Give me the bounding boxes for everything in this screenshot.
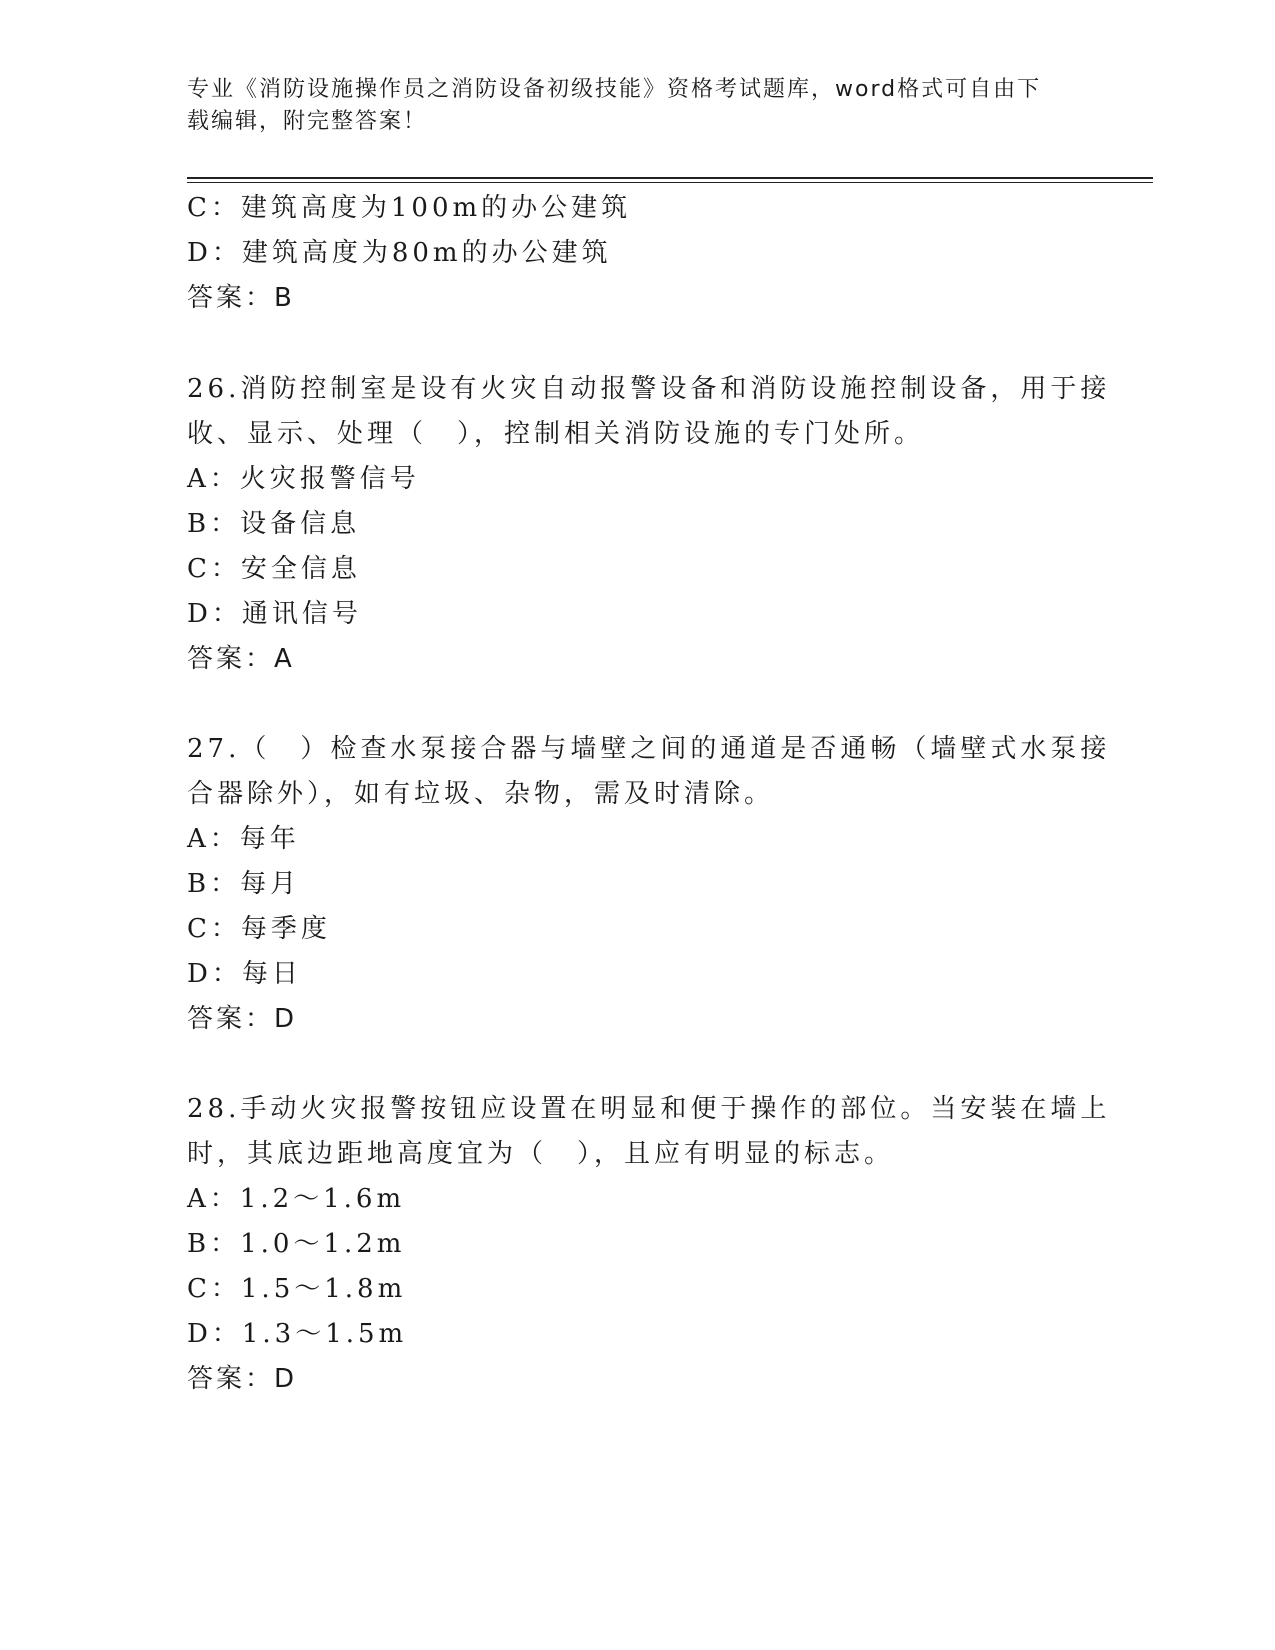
q26-answer: 答案：A xyxy=(187,644,295,674)
document-header xyxy=(187,74,1087,138)
q28-option-c: C：1.5～1.8m xyxy=(187,1274,407,1304)
q27-option-b: B：每月 xyxy=(187,869,301,899)
q26-stem-line-2: 收、显示、处理（ ），控制相关消防设施的专门处所。 xyxy=(187,419,925,449)
q26-option-c: C：安全信息 xyxy=(187,554,361,584)
q28-option-d: D：1.3～1.5m xyxy=(187,1319,408,1349)
q28-option-a: A：1.2～1.6m xyxy=(187,1184,406,1214)
q26-option-d: D：通讯信号 xyxy=(187,599,362,629)
q27-option-d: D：每日 xyxy=(187,959,302,989)
header-line-2: 载编辑，附完整答案！ xyxy=(187,109,428,134)
q27-stem-line-2: 合器除外），如有垃圾、杂物，需及时清除。 xyxy=(187,779,775,809)
header-divider-thick xyxy=(187,177,1153,179)
q26-option-a: A：火灾报警信号 xyxy=(187,464,420,494)
q26-stem-line-1: 26.消防控制室是设有火灾自动报警设备和消防设施控制设备，用于接 xyxy=(187,374,1111,404)
q27-answer: 答案：D xyxy=(187,1004,298,1034)
q28-answer: 答案：D xyxy=(187,1364,298,1394)
header-divider-thin xyxy=(187,182,1153,183)
q27-option-c: C：每季度 xyxy=(187,914,331,944)
prev-option-d: D：建筑高度为80m的办公建筑 xyxy=(187,238,612,268)
prev-option-c: C：建筑高度为100m的办公建筑 xyxy=(187,193,632,223)
prev-answer: 答案：B xyxy=(187,283,295,313)
q26-option-b: B：设备信息 xyxy=(187,509,361,539)
q27-stem-line-1: 27.（ ）检查水泵接合器与墙壁之间的通道是否通畅（墙壁式水泵接 xyxy=(187,734,1111,764)
header-line-1: 专业《消防设施操作员之消防设备初级技能》资格考试题库，word格式可自由下 xyxy=(187,77,1042,102)
q28-stem-line-1: 28.手动火灾报警按钮应设置在明显和便于操作的部位。当安装在墙上 xyxy=(187,1094,1111,1124)
q28-option-b: B：1.0～1.2m xyxy=(187,1229,406,1259)
q27-option-a: A：每年 xyxy=(187,824,300,854)
q28-stem-line-2: 时，其底边距地高度宜为（ ），且应有明显的标志。 xyxy=(187,1139,895,1169)
